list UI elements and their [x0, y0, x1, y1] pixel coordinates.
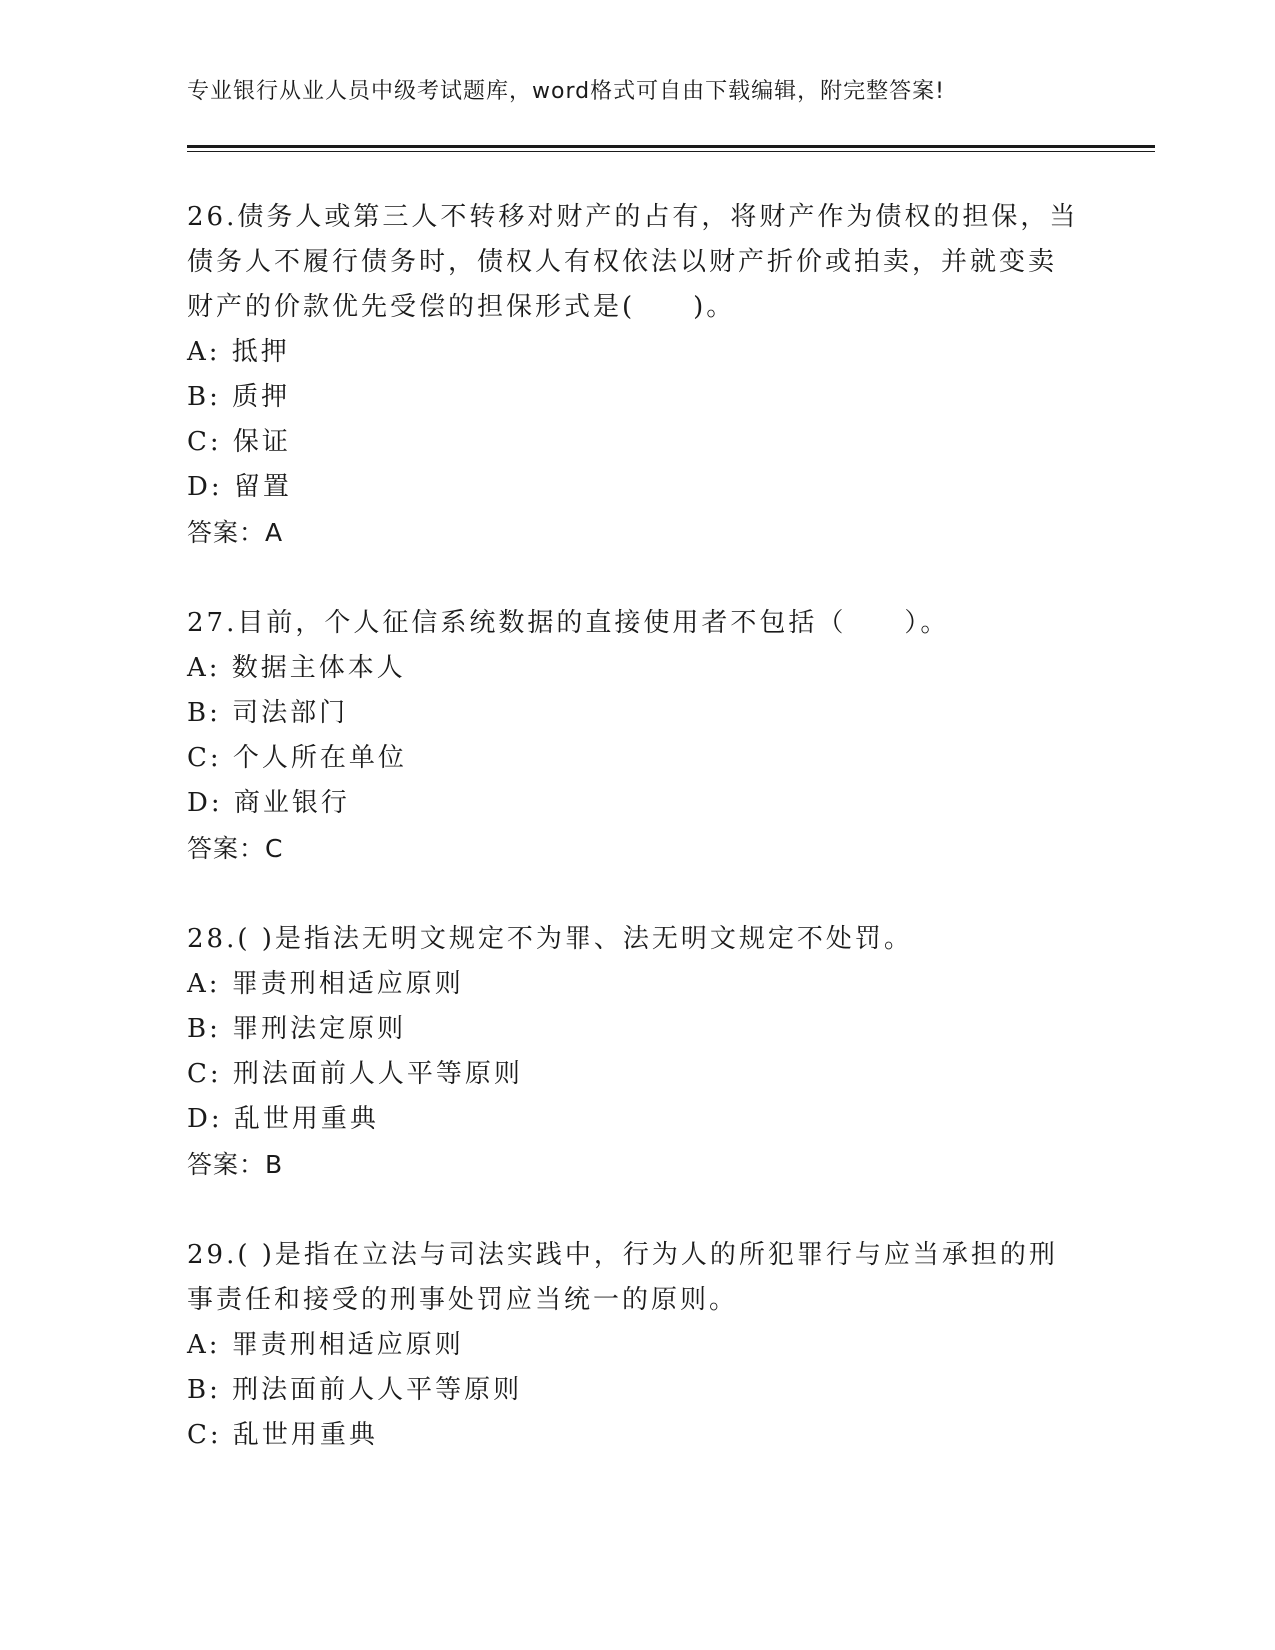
option-d: D: 留置 — [187, 472, 292, 502]
option-c: C: 刑法面前人人平等原则 — [187, 1059, 523, 1089]
header-divider-thin — [187, 151, 1155, 152]
answer: 答案：C — [187, 834, 284, 863]
question-stem-line: 债务人不履行债务时，债权人有权依法以财产折价或拍卖，并就变卖 — [187, 247, 1058, 277]
question-26 — [187, 195, 1087, 555]
option-a: A: 罪责刑相适应原则 — [187, 1330, 464, 1360]
question-stem-line: 27.目前，个人征信系统数据的直接使用者不包括（ ）。 — [187, 608, 950, 638]
question-29 — [187, 1233, 1087, 1458]
question-stem-line: 29.( )是指在立法与司法实践中，行为人的所犯罪行与应当承担的刑 — [187, 1240, 1058, 1270]
option-c: C: 保证 — [187, 427, 291, 457]
option-b: B: 刑法面前人人平等原则 — [187, 1375, 523, 1405]
answer: 答案：A — [187, 518, 284, 547]
question-stem-line: 事责任和接受的刑事处罚应当统一的原则。 — [187, 1285, 739, 1315]
option-a: A: 抵押 — [187, 337, 290, 367]
question-28 — [187, 917, 1087, 1187]
option-d: D: 商业银行 — [187, 788, 350, 818]
question-27 — [187, 601, 1087, 871]
option-b: B: 质押 — [187, 382, 291, 412]
option-a: A: 罪责刑相适应原则 — [187, 969, 464, 999]
document-header: 专业银行从业人员中级考试题库，word格式可自由下载编辑，附完整答案! — [187, 79, 945, 104]
header-divider-thick — [187, 145, 1155, 148]
option-c: C: 个人所在单位 — [187, 743, 407, 773]
option-b: B: 司法部门 — [187, 698, 349, 728]
question-stem-line: 26.债务人或第三人不转移对财产的占有，将财产作为债权的担保，当 — [187, 202, 1079, 232]
option-b: B: 罪刑法定原则 — [187, 1014, 407, 1044]
option-a: A: 数据主体本人 — [187, 653, 406, 683]
option-d: D: 乱世用重典 — [187, 1104, 379, 1134]
answer: 答案：B — [187, 1150, 284, 1179]
question-stem-line: 28.( )是指法无明文规定不为罪、法无明文规定不处罚。 — [187, 924, 913, 954]
question-stem-line: 财产的价款优先受偿的担保形式是( )。 — [187, 292, 736, 322]
option-c: C: 乱世用重典 — [187, 1420, 378, 1450]
